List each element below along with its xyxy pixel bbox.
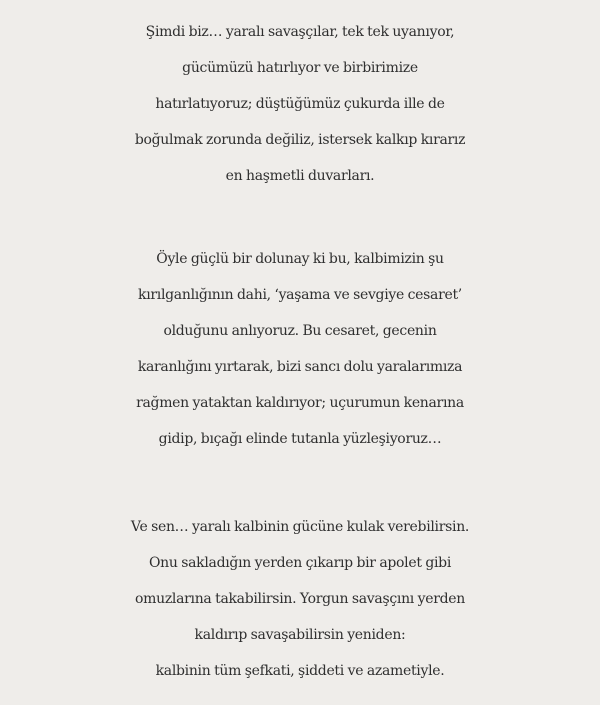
stanza-line: gücümüzü hatırlıyor ve birbirimize <box>182 60 418 76</box>
stanza-line: kalbinin tüm şefkati, şiddeti ve azametiyle. <box>155 663 445 679</box>
stanza-line: olduğunu anlıyoruz. Bu cesaret, gecenin <box>163 323 437 339</box>
stanza-line: kırılganlığının dahi, ‘yaşama ve sevgiye cesaret’ <box>138 287 462 303</box>
stanza-line: kaldırıp savaşabilirsin yeniden: <box>194 627 406 643</box>
stanza-line: Öyle güçlü bir dolunay ki bu, kalbimizin şu <box>156 251 444 267</box>
stanza-line: boğulmak zorunda değiliz, istersek kalkıp kırarız <box>134 132 466 148</box>
stanza-line: Onu sakladığın yerden çıkarıp bir apolet gibi <box>148 555 451 571</box>
stanza-line: Ve sen… yaralı kalbinin gücüne kulak verebilirsin. <box>130 519 470 535</box>
stanza-line: en haşmetli duvarları. <box>225 168 375 184</box>
stanza-line: omuzlarına takabilirsin. Yorgun savaşçını yerden <box>135 591 465 607</box>
stanza-line: hatırlatıyoruz; düştüğümüz çukurda ille de <box>155 96 445 112</box>
stanza-line: gidip, bıçağı elinde tutanla yüzleşiyoruz… <box>158 431 442 447</box>
stanza-line: karanlığını yırtarak, bizi sancı dolu yaralarımıza <box>137 359 463 375</box>
stanza-line: rağmen yataktan kaldırıyor; uçurumun kenarına <box>136 395 464 411</box>
stanza-line: Şimdi biz… yaralı savaşçılar, tek tek uyanıyor, <box>145 24 455 40</box>
